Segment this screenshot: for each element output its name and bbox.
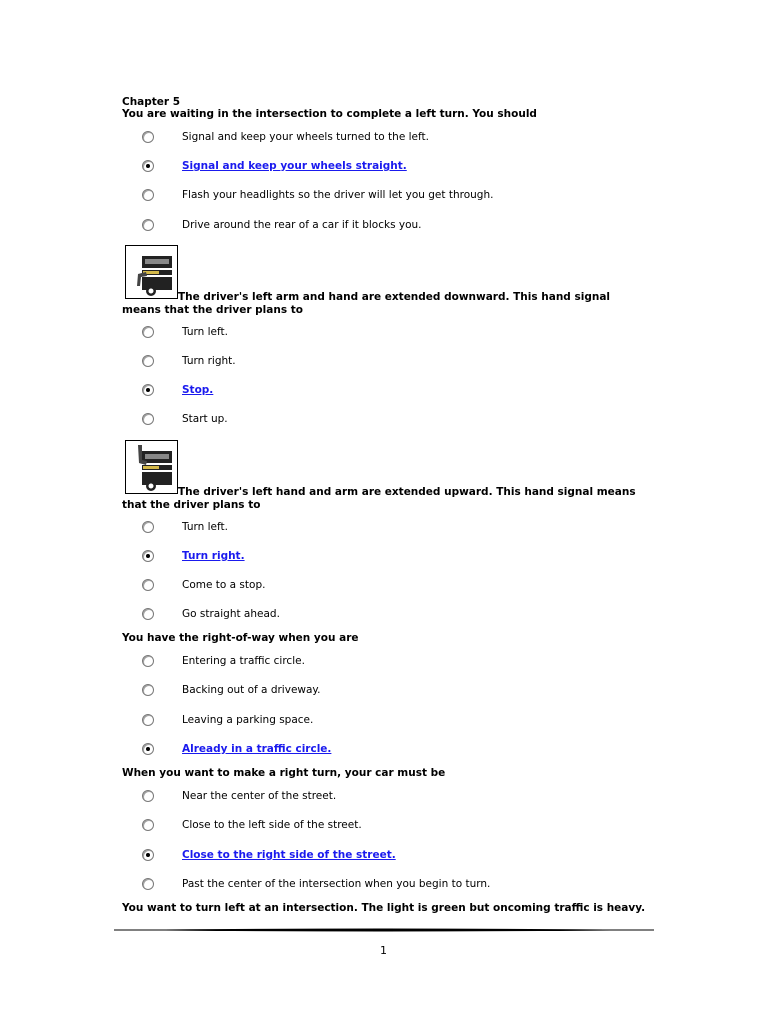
- option-label-selected: Stop.: [182, 384, 214, 396]
- radio-button-selected[interactable]: [142, 743, 154, 755]
- question-4-text: You have the right-of-way when you are: [122, 632, 359, 644]
- question-6-text: You want to turn left at an intersection. The light is green but oncoming traffic is heavy.: [122, 902, 646, 914]
- option-label-selected: Close to the right side of the street.: [182, 849, 396, 861]
- option-label: Flash your headlights so the driver will let you get through.: [182, 189, 494, 201]
- radio-button[interactable]: [142, 131, 154, 143]
- radio-button[interactable]: [142, 579, 154, 591]
- radio-button[interactable]: [142, 219, 154, 231]
- radio-button[interactable]: [142, 819, 154, 831]
- option-label: Drive around the rear of a car if it blocks you.: [182, 219, 422, 231]
- option-label: Past the center of the intersection when you begin to turn.: [182, 878, 491, 890]
- option-label: Signal and keep your wheels turned to the left.: [182, 131, 429, 143]
- radio-button[interactable]: [142, 189, 154, 201]
- option-label: Come to a stop.: [182, 579, 266, 591]
- radio-button-selected[interactable]: [142, 160, 154, 172]
- question-2-text: The driver's left arm and hand are extended downward. This hand signal means that the driver plans to: [122, 291, 610, 316]
- radio-button[interactable]: [142, 521, 154, 533]
- option-label-selected: Already in a traffic circle.: [182, 743, 332, 755]
- question-5-text: When you want to make a right turn, your car must be: [122, 767, 446, 779]
- option-label: Go straight ahead.: [182, 608, 280, 620]
- chapter-heading: Chapter 5: [122, 96, 181, 108]
- option-label: Turn right.: [182, 355, 236, 367]
- radio-button[interactable]: [142, 326, 154, 338]
- radio-button[interactable]: [142, 608, 154, 620]
- question-1-text: You are waiting in the intersection to complete a left turn. You should: [122, 108, 537, 120]
- radio-button[interactable]: [142, 413, 154, 425]
- option-label: Turn left.: [182, 326, 228, 338]
- radio-button[interactable]: [142, 878, 154, 890]
- option-label: Close to the left side of the street.: [182, 819, 362, 831]
- footer-divider: [114, 927, 654, 933]
- radio-button[interactable]: [142, 684, 154, 696]
- radio-button-selected[interactable]: [142, 849, 154, 861]
- option-label: Start up.: [182, 413, 228, 425]
- option-label-selected: Signal and keep your wheels straight.: [182, 160, 407, 172]
- page-number: 1: [380, 944, 387, 957]
- radio-button[interactable]: [142, 714, 154, 726]
- radio-button[interactable]: [142, 655, 154, 667]
- radio-button-selected[interactable]: [142, 384, 154, 396]
- option-label: Near the center of the street.: [182, 790, 337, 802]
- option-label: Entering a traffic circle.: [182, 655, 305, 667]
- option-label: Turn left.: [182, 521, 228, 533]
- option-label-selected: Turn right.: [182, 550, 245, 562]
- radio-button-selected[interactable]: [142, 550, 154, 562]
- radio-button[interactable]: [142, 355, 154, 367]
- radio-button[interactable]: [142, 790, 154, 802]
- option-label: Leaving a parking space.: [182, 714, 314, 726]
- question-3-text: The driver's left hand and arm are extended upward. This hand signal means that the driver plans to: [122, 486, 636, 511]
- option-label: Backing out of a driveway.: [182, 684, 321, 696]
